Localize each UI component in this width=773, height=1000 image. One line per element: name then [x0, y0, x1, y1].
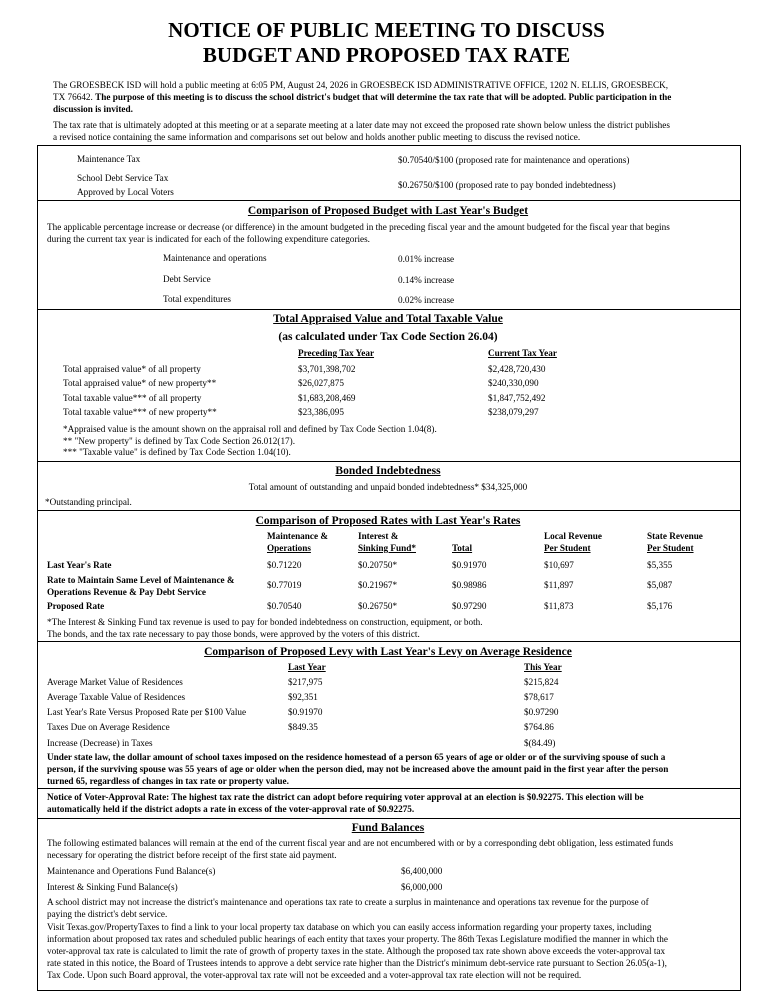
- divider: [37, 510, 741, 511]
- appraised-row-curr: $240,330,090: [488, 378, 539, 388]
- this-year-header: This Year: [524, 662, 562, 672]
- fund-p2-line4: rate stated in this notice, the Board of Trustees intends to approve a debt service rate higher than the District's minimum debt-service rate pursuant to Section 26.05(a-1),: [47, 958, 667, 968]
- levy-law-line2: person, if the surviving spouse was 55 years of age or older when the person died, may not be increased above the amount paid in the first year after the person: [47, 764, 669, 774]
- fund-desc-line2: necessary for operating the district before receipt of the first state aid payment.: [47, 850, 337, 860]
- current-year-header: Current Tax Year: [488, 348, 557, 358]
- rate-row-local: $10,697: [544, 560, 574, 570]
- divider: [37, 818, 741, 819]
- appraised-row-label: Total appraised value* of all property: [63, 364, 201, 374]
- fund-p2-line3: voter-approval tax rate is calculated to limit the rate of growth of property taxes in the state. Although the proposed tax rate shown above exceeds the voter-approval tax: [47, 946, 666, 956]
- intro-purpose: The purpose of this meeting is to discuss the school district's budget that will determine the tax rate that will be adopted. Public participation in the: [95, 92, 672, 102]
- fund-row-value: $6,000,000: [401, 882, 443, 892]
- rate-row-is: $0.20750*: [358, 560, 398, 570]
- debt-tax-label-1: School Debt Service Tax: [77, 173, 169, 183]
- rates-section-title: Comparison of Proposed Rates with Last Year's Rates: [255, 515, 521, 527]
- bonded-section-title: Bonded Indebtedness: [335, 465, 441, 477]
- rate-row-label: Rate to Maintain Same Level of Maintenance &: [47, 575, 235, 585]
- appraised-row-label: Total taxable value*** of all property: [63, 393, 202, 403]
- appraised-section-subtitle: (as calculated under Tax Code Section 26.04): [278, 331, 498, 343]
- fund-desc-line1: The following estimated balances will remain at the end of the current fiscal year and are not encumbered with or by a corresponding debt obligation, less estimated funds: [47, 838, 674, 848]
- budget-row-label: Total expenditures: [163, 294, 231, 304]
- appraised-row-prev: $1,683,208,469: [298, 393, 356, 403]
- appraised-note: ** "New property" is defined by Tax Code Section 26.012(17).: [63, 436, 295, 446]
- intro-para2-line1: The tax rate that is ultimately adopted at this meeting or at a separate meeting at a later date may not exceed the proposed rate shown below unless the district publishes: [53, 120, 670, 130]
- state-revenue-header-1: State Revenue: [647, 531, 703, 541]
- rate-row-is: $0.26750*: [358, 601, 398, 611]
- mo-header-2: Operations: [267, 543, 311, 553]
- voter-approval-line2: automatically held if the district adopts a rate in excess of the voter-approval rate of $0.92275.: [47, 804, 415, 814]
- rate-row-total: $0.91970: [452, 560, 487, 570]
- fund-row-label: Maintenance and Operations Fund Balance(s): [47, 866, 216, 876]
- appraised-row-prev: $3,701,398,702: [298, 364, 356, 374]
- budget-row-value: 0.14% increase: [398, 275, 455, 285]
- levy-row-last: $217,975: [288, 677, 323, 687]
- intro-line3: discussion is invited.: [53, 104, 133, 114]
- levy-row-label: Increase (Decrease) in Taxes: [47, 738, 153, 748]
- appraised-row-label: Total taxable value*** of new property**: [63, 407, 217, 417]
- fund-row-label: Interest & Sinking Fund Balance(s): [47, 882, 178, 892]
- fund-p2-line2: information about proposed tax rates and scheduled public hearings of each entity that taxes your property. The 86th Texas Legislature modified the manner in which the: [47, 934, 668, 944]
- mo-header-1: Maintenance &: [267, 531, 328, 541]
- rate-row-state: $5,355: [647, 560, 673, 570]
- rate-row-total: $0.97290: [452, 601, 487, 611]
- is-header-2: Sinking Fund*: [358, 543, 416, 553]
- levy-row-label: Last Year's Rate Versus Proposed Rate per $100 Value: [47, 707, 247, 717]
- bonded-amount: Total amount of outstanding and unpaid bonded indebtedness* $34,325,000: [248, 482, 528, 492]
- rate-row-mo: $0.71220: [267, 560, 302, 570]
- rate-row-label: Proposed Rate: [47, 601, 105, 611]
- is-header-1: Interest &: [358, 531, 399, 541]
- budget-row-label: Debt Service: [163, 274, 211, 284]
- maintenance-tax-value: $0.70540/$100 (proposed rate for maintenance and operations): [398, 155, 630, 165]
- levy-row-last: $92,351: [288, 692, 318, 702]
- rate-row-local: $11,897: [544, 580, 574, 590]
- divider: [37, 641, 741, 642]
- page-title-line1: NOTICE OF PUBLIC MEETING TO DISCUSS: [168, 18, 605, 42]
- levy-row-label: Taxes Due on Average Residence: [47, 722, 170, 732]
- voter-approval-line1: Notice of Voter-Approval Rate: The highest tax rate the district can adopt before requiring voter approval at an election is $0.92275. This election will be: [47, 792, 644, 802]
- last-year-header: Last Year: [288, 662, 326, 672]
- intro-para2-line2: a revised notice containing the same information and comparisons set out below and holds another public meeting to discuss the revised notice.: [53, 132, 581, 142]
- appraised-note: *** "Taxable value" is defined by Tax Code Section 1.04(10).: [63, 447, 291, 457]
- divider: [37, 788, 741, 789]
- divider: [37, 309, 741, 310]
- maintenance-tax-label: Maintenance Tax: [77, 154, 141, 164]
- preceding-year-header: Preceding Tax Year: [298, 348, 375, 358]
- local-revenue-header-1: Local Revenue: [544, 531, 602, 541]
- rates-note-1: *The Interest & Sinking Fund tax revenue is used to pay for bonded indebtedness on construction, equipment, or both.: [47, 617, 483, 627]
- fund-row-value: $6,400,000: [401, 866, 443, 876]
- levy-row-this: $215,824: [524, 677, 559, 687]
- appraised-row-curr: $2,428,720,430: [488, 364, 546, 374]
- budget-row-label: Maintenance and operations: [163, 253, 267, 263]
- levy-row-label: Average Market Value of Residences: [47, 677, 183, 687]
- fund-p2-line1: Visit Texas.gov/PropertyTaxes to find a link to your local property tax database on which you can easily access information regarding your property taxes, including: [47, 922, 652, 932]
- divider: [37, 461, 741, 462]
- debt-tax-label-2: Approved by Local Voters: [77, 187, 174, 197]
- budget-row-value: 0.01% increase: [398, 254, 455, 264]
- appraised-section-title: Total Appraised Value and Total Taxable Value: [273, 313, 503, 325]
- rate-row-label: Last Year's Rate: [47, 560, 112, 570]
- levy-row-this: $(84.49): [524, 738, 556, 748]
- levy-section-title: Comparison of Proposed Levy with Last Year's Levy on Average Residence: [204, 646, 572, 658]
- levy-row-last: $0.91970: [288, 707, 323, 717]
- rates-note-2: The bonds, and the tax rate necessary to pay those bonds, were approved by the voters of this district.: [47, 629, 420, 639]
- local-revenue-header-2: Per Student: [544, 543, 591, 553]
- appraised-row-label: Total appraised value* of new property**: [63, 378, 217, 388]
- rate-row-mo: $0.70540: [267, 601, 302, 611]
- rate-row-mo: $0.77019: [267, 580, 302, 590]
- levy-row-this: $0.97290: [524, 707, 559, 717]
- intro-line2-plain: TX 76642.: [53, 92, 96, 102]
- budget-row-value: 0.02% increase: [398, 295, 455, 305]
- total-header: Total: [452, 543, 473, 553]
- fund-p1-line1: A school district may not increase the district's maintenance and operations tax rate to create a surplus in maintenance and operations tax revenue for the purpose of: [47, 897, 649, 907]
- fund-section-title: Fund Balances: [351, 822, 425, 834]
- rate-row-state: $5,087: [647, 580, 673, 590]
- appraised-row-curr: $238,079,297: [488, 407, 539, 417]
- divider: [37, 200, 741, 201]
- appraised-note: *Appraised value is the amount shown on the appraisal roll and defined by Tax Code Section 1.04(8).: [63, 424, 437, 434]
- rate-row-total: $0.98986: [452, 580, 487, 590]
- budget-desc-line2: during the current tax year is indicated for each of the following expenditure categories.: [47, 234, 370, 244]
- intro-line2: [53, 92, 671, 103]
- divider: [37, 145, 741, 146]
- levy-law-line1: Under state law, the dollar amount of school taxes imposed on the residence homestead of a person 65 years of age or older or of the surviving spouse of such a: [47, 752, 666, 762]
- levy-row-label: Average Taxable Value of Residences: [47, 692, 186, 702]
- budget-desc-line1: The applicable percentage increase or decrease (or difference) in the amount budgeted in the preceding fiscal year and the amount budgeted for the fiscal year that begins: [47, 222, 670, 232]
- rate-row-state: $5,176: [647, 601, 673, 611]
- levy-row-this: $764.86: [524, 722, 554, 732]
- levy-row-last: $849.35: [288, 722, 318, 732]
- intro-line1: The GROESBECK ISD will hold a public meeting at 6:05 PM, August 24, 2026 in GROESBECK ISD ADMINISTRATIVE OFFICE, 1202 N. ELLIS, GROESBECK,: [53, 80, 669, 90]
- bonded-note: *Outstanding principal.: [45, 497, 132, 507]
- debt-tax-value: $0.26750/$100 (proposed rate to pay bonded indebtedness): [398, 180, 616, 190]
- rate-row-label-2: Operations Revenue & Pay Debt Service: [47, 587, 206, 597]
- appraised-row-curr: $1,847,752,492: [488, 393, 546, 403]
- fund-p2-line5: Tax Code. Upon such Board approval, the voter-approval tax rate will not be exceeded and a voter-approval tax rate election will not be required.: [47, 970, 582, 980]
- levy-law-line3: turned 65, regardless of changes in tax rate or property value.: [47, 776, 289, 786]
- rate-row-local: $11,873: [544, 601, 574, 611]
- divider: [37, 990, 741, 991]
- rate-row-is: $0.21967*: [358, 580, 398, 590]
- page-title-line2: BUDGET AND PROPOSED TAX RATE: [202, 43, 571, 67]
- appraised-row-prev: $23,386,095: [298, 407, 344, 417]
- appraised-row-prev: $26,027,875: [298, 378, 344, 388]
- state-revenue-header-2: Per Student: [647, 543, 694, 553]
- levy-row-this: $78,617: [524, 692, 554, 702]
- fund-p1-line2: paying the district's debt service.: [47, 909, 168, 919]
- budget-section-title: Comparison of Proposed Budget with Last Year's Budget: [247, 205, 529, 217]
